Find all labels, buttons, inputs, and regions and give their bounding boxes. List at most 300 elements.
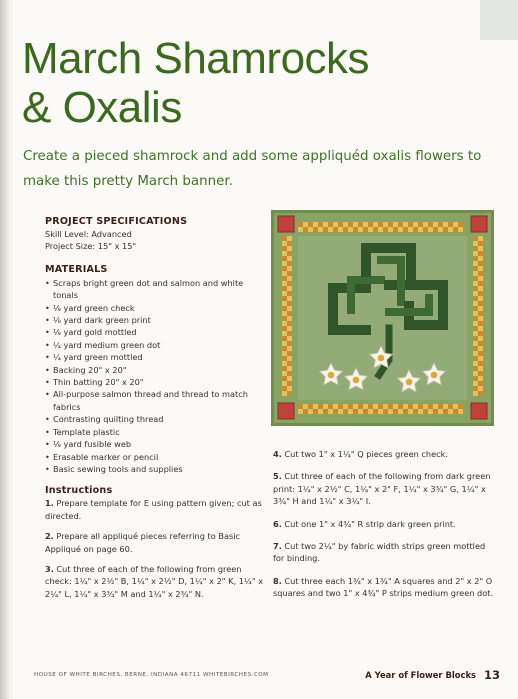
check-square <box>287 276 292 281</box>
check-square <box>478 291 483 296</box>
check-square <box>287 346 292 351</box>
instructions-heading: Instructions <box>45 485 113 497</box>
check-square <box>282 311 287 316</box>
check-square <box>418 409 423 414</box>
check-square <box>338 227 343 232</box>
check-square <box>282 326 287 331</box>
check-square <box>282 366 287 371</box>
check-square <box>478 366 483 371</box>
check-square <box>333 404 338 409</box>
check-square <box>282 316 287 321</box>
check-square <box>328 404 333 409</box>
check-square <box>423 227 428 232</box>
check-square <box>398 404 403 409</box>
check-square <box>473 371 478 376</box>
material-text: Thin batting 20" x 20" <box>53 377 144 388</box>
check-square <box>413 227 418 232</box>
check-square <box>408 409 413 414</box>
material-text: Template plastic <box>53 426 120 437</box>
check-square <box>287 281 292 286</box>
material-item <box>45 326 267 338</box>
check-square <box>353 409 358 414</box>
check-square <box>338 222 343 227</box>
check-square <box>433 409 438 414</box>
step-number: 2. <box>45 531 54 542</box>
check-square <box>448 404 453 409</box>
check-square <box>478 246 483 251</box>
flower-center <box>328 372 335 379</box>
check-square <box>478 241 483 246</box>
check-square <box>473 351 478 356</box>
flower-center <box>353 377 360 384</box>
bullet-icon: • <box>45 463 50 474</box>
check-square <box>473 311 478 316</box>
check-square <box>473 266 478 271</box>
step-number: 7. <box>273 541 282 552</box>
check-square <box>353 227 358 232</box>
check-square <box>478 356 483 361</box>
check-square <box>282 286 287 291</box>
check-square <box>343 404 348 409</box>
check-square <box>458 404 463 409</box>
check-square <box>282 271 287 276</box>
check-square <box>282 306 287 311</box>
check-square <box>473 261 478 266</box>
flower-center <box>378 355 385 362</box>
check-square <box>298 409 303 414</box>
check-square <box>282 331 287 336</box>
check-square <box>338 404 343 409</box>
check-square <box>287 256 292 261</box>
check-square <box>282 276 287 281</box>
check-square <box>287 326 292 331</box>
check-square <box>333 409 338 414</box>
check-square <box>308 227 313 232</box>
check-square <box>287 271 292 276</box>
check-square <box>287 361 292 366</box>
check-square <box>478 346 483 351</box>
step-number: 1. <box>45 498 54 509</box>
instruction-step <box>273 540 499 565</box>
check-square <box>473 286 478 291</box>
check-square <box>388 227 393 232</box>
check-square <box>443 222 448 227</box>
check-square <box>343 227 348 232</box>
check-square <box>373 409 378 414</box>
check-square <box>478 361 483 366</box>
check-square <box>303 227 308 232</box>
check-square <box>388 409 393 414</box>
check-square <box>478 261 483 266</box>
check-square <box>287 321 292 326</box>
material-item <box>45 438 267 450</box>
check-square <box>348 404 353 409</box>
check-square <box>473 296 478 301</box>
check-square <box>363 227 368 232</box>
check-square <box>287 381 292 386</box>
check-square <box>423 222 428 227</box>
check-square <box>473 246 478 251</box>
check-square <box>403 404 408 409</box>
check-square <box>478 381 483 386</box>
check-square <box>353 222 358 227</box>
check-square <box>282 266 287 271</box>
check-square <box>398 222 403 227</box>
check-square <box>358 404 363 409</box>
check-square <box>287 366 292 371</box>
check-square <box>393 404 398 409</box>
check-square <box>428 409 433 414</box>
check-square <box>438 404 443 409</box>
bullet-icon: • <box>45 414 50 425</box>
check-square <box>287 376 292 381</box>
check-square <box>368 227 373 232</box>
check-square <box>282 356 287 361</box>
check-square <box>478 371 483 376</box>
instruction-step <box>45 530 267 555</box>
material-item <box>45 426 267 438</box>
check-square <box>378 404 383 409</box>
page-number: 13 <box>483 668 500 682</box>
material-text: ⅛ yard fusible web <box>53 439 132 450</box>
check-square <box>478 316 483 321</box>
material-item <box>45 388 267 413</box>
bullet-icon: • <box>45 364 50 375</box>
check-square <box>282 291 287 296</box>
page-footer <box>34 669 504 683</box>
check-square <box>418 227 423 232</box>
check-square <box>282 236 287 241</box>
check-square <box>478 286 483 291</box>
check-square <box>282 301 287 306</box>
check-square <box>438 222 443 227</box>
check-square <box>473 386 478 391</box>
check-square <box>358 409 363 414</box>
check-square <box>328 222 333 227</box>
check-square <box>282 241 287 246</box>
check-square <box>403 409 408 414</box>
step-number: 4. <box>273 449 282 459</box>
check-square <box>418 222 423 227</box>
check-square <box>328 409 333 414</box>
check-square <box>443 409 448 414</box>
check-square <box>403 222 408 227</box>
step-text: Cut two 1" x 1¼" Q pieces green check. <box>284 449 448 459</box>
bullet-icon: • <box>45 302 50 313</box>
publisher-line: HOUSE OF WHITE BIRCHES, BERNE, INDIANA 46711 WHITEBIRCHES.COM <box>34 672 269 678</box>
material-item <box>45 277 267 302</box>
check-square <box>473 236 478 241</box>
check-square <box>473 376 478 381</box>
bullet-icon: • <box>45 352 50 363</box>
check-square <box>318 409 323 414</box>
check-square <box>308 409 313 414</box>
check-square <box>318 222 323 227</box>
check-square <box>368 222 373 227</box>
check-square <box>478 336 483 341</box>
check-square <box>443 227 448 232</box>
bullet-icon: • <box>45 339 50 350</box>
check-square <box>328 227 333 232</box>
check-square <box>473 241 478 246</box>
check-square <box>478 351 483 356</box>
corner-square-top-left <box>278 216 294 232</box>
check-square <box>393 222 398 227</box>
check-square <box>282 381 287 386</box>
instruction-step <box>273 518 499 530</box>
check-square <box>287 241 292 246</box>
check-square <box>368 409 373 414</box>
bullet-icon: • <box>45 389 50 400</box>
check-square <box>438 409 443 414</box>
check-square <box>282 391 287 396</box>
page-subtitle: Create a pieced shamrock and add some appliquéd oxalis flowers to make this pretty March banner. <box>23 149 482 189</box>
check-square <box>443 404 448 409</box>
check-square <box>473 256 478 261</box>
check-square <box>478 376 483 381</box>
material-text: Scraps bright green dot and salmon and white tonals <box>53 277 244 301</box>
check-square <box>282 256 287 261</box>
check-square <box>473 251 478 256</box>
check-square <box>313 409 318 414</box>
step-number: 5. <box>273 471 282 482</box>
check-square <box>473 336 478 341</box>
check-square <box>408 404 413 409</box>
check-square <box>393 227 398 232</box>
check-square <box>473 346 478 351</box>
instructions-right-steps <box>273 448 499 600</box>
check-square <box>287 336 292 341</box>
check-square <box>428 222 433 227</box>
check-square <box>282 361 287 366</box>
check-square <box>478 251 483 256</box>
check-square <box>388 222 393 227</box>
check-square <box>408 227 413 232</box>
check-square <box>282 296 287 301</box>
material-text: ¼ yard medium green dot <box>53 339 161 350</box>
spine-shadow <box>0 0 14 699</box>
step-number: 6. <box>273 518 282 529</box>
instruction-step <box>273 575 499 600</box>
check-square <box>418 404 423 409</box>
check-square <box>313 222 318 227</box>
bullet-icon: • <box>45 377 50 388</box>
check-square <box>287 251 292 256</box>
check-square <box>453 409 458 414</box>
material-text: Erasable marker or pencil <box>53 451 159 462</box>
check-square <box>473 291 478 296</box>
book-title: A Year of Flower Blocks <box>365 670 476 680</box>
check-square <box>282 281 287 286</box>
check-square <box>333 227 338 232</box>
step-text: Cut one 1" x 4¾" R strip dark green print. <box>284 518 456 529</box>
step-text: Cut two 2¼" by fabric width strips green mottled for binding. <box>273 541 486 564</box>
check-square <box>323 404 328 409</box>
check-square <box>378 222 383 227</box>
material-text: ⅛ yard green check <box>53 302 135 313</box>
check-square <box>358 222 363 227</box>
check-square <box>473 271 478 276</box>
check-square <box>383 404 388 409</box>
check-square <box>408 222 413 227</box>
check-square <box>323 227 328 232</box>
check-square <box>287 261 292 266</box>
check-square <box>378 227 383 232</box>
check-square <box>287 306 292 311</box>
check-square <box>298 227 303 232</box>
materials-list <box>45 277 267 476</box>
check-square <box>478 256 483 261</box>
check-square <box>478 321 483 326</box>
check-square <box>473 281 478 286</box>
check-square <box>478 266 483 271</box>
check-square <box>478 296 483 301</box>
check-square <box>282 386 287 391</box>
check-square <box>473 316 478 321</box>
check-square <box>433 227 438 232</box>
check-square <box>403 227 408 232</box>
check-square <box>473 366 478 371</box>
check-square <box>478 306 483 311</box>
instruction-step <box>45 497 267 522</box>
material-item <box>45 376 267 388</box>
check-square <box>473 356 478 361</box>
check-square <box>287 236 292 241</box>
check-square <box>282 246 287 251</box>
instructions-left-steps <box>45 497 267 600</box>
check-square <box>428 227 433 232</box>
check-square <box>368 404 373 409</box>
bullet-icon: • <box>45 426 50 437</box>
check-square <box>287 351 292 356</box>
check-square <box>373 222 378 227</box>
check-square <box>303 409 308 414</box>
check-square <box>478 271 483 276</box>
check-square <box>282 351 287 356</box>
check-square <box>282 261 287 266</box>
shamrock-quilt-photo <box>271 210 494 426</box>
check-square <box>478 236 483 241</box>
bullet-icon: • <box>45 315 50 326</box>
check-square <box>478 386 483 391</box>
check-square <box>433 404 438 409</box>
material-text: Basic sewing tools and supplies <box>53 463 183 474</box>
check-square <box>473 321 478 326</box>
check-square <box>398 409 403 414</box>
check-square <box>318 227 323 232</box>
check-square <box>348 227 353 232</box>
check-square <box>298 404 303 409</box>
step-text: Prepare all appliqué pieces referring to Basic Appliqué on page 60. <box>45 531 241 554</box>
flower-center <box>431 372 438 379</box>
check-square <box>358 227 363 232</box>
material-text: Backing 20" x 20" <box>53 364 127 375</box>
corner-square-top-right <box>471 216 487 232</box>
check-square <box>413 404 418 409</box>
check-square <box>458 222 463 227</box>
corner-square-bottom-right <box>471 403 487 419</box>
check-square <box>308 222 313 227</box>
step-number: 8. <box>273 575 282 586</box>
check-square <box>383 222 388 227</box>
check-square <box>287 341 292 346</box>
check-square <box>478 341 483 346</box>
check-square <box>287 311 292 316</box>
check-square <box>343 409 348 414</box>
check-square <box>453 222 458 227</box>
check-square <box>287 356 292 361</box>
instruction-step <box>273 470 499 507</box>
check-square <box>413 222 418 227</box>
check-square <box>282 321 287 326</box>
check-square <box>353 404 358 409</box>
check-square <box>308 404 313 409</box>
check-square <box>473 361 478 366</box>
material-item <box>45 451 267 463</box>
check-square <box>348 409 353 414</box>
check-square <box>478 281 483 286</box>
check-square <box>448 409 453 414</box>
check-square <box>473 276 478 281</box>
title-line-2: & Oxalis <box>22 83 182 132</box>
materials-heading: MATERIALS <box>45 263 108 275</box>
material-text: ⅛ yard dark green print <box>53 315 151 326</box>
check-square <box>393 409 398 414</box>
check-square <box>287 266 292 271</box>
material-item <box>45 463 267 475</box>
material-item <box>45 339 267 351</box>
step-text: Cut three each 1¾" x 1¾" A squares and 2" x 2" O squares and two 1" x 4¾" P strips medium green dot. <box>273 575 494 599</box>
title-line-1: March Shamrocks <box>22 34 370 83</box>
check-square <box>287 291 292 296</box>
check-square <box>287 391 292 396</box>
page-title <box>22 34 492 132</box>
material-item <box>45 314 267 326</box>
check-square <box>323 409 328 414</box>
step-text: Cut three of each of the following from green check: 1¼" x 2½" B, 1¼" x 2½" D, 1¼" x 2" K, 1¼" x 2¼" L, 1¼" x 3¾" M and 1¼" x 2¾" N. <box>45 563 264 599</box>
check-square <box>473 306 478 311</box>
flower-center <box>406 379 413 386</box>
check-square <box>473 326 478 331</box>
material-text: ¼ yard green mottled <box>53 352 143 363</box>
check-square <box>378 409 383 414</box>
instruction-step <box>273 448 499 460</box>
check-square <box>348 222 353 227</box>
check-square <box>473 301 478 306</box>
check-square <box>287 371 292 376</box>
check-square <box>303 404 308 409</box>
check-square <box>287 316 292 321</box>
check-square <box>478 301 483 306</box>
check-square <box>303 222 308 227</box>
step-text: Prepare template for E using pattern given; cut as directed. <box>45 498 262 521</box>
check-square <box>318 404 323 409</box>
step-text: Cut three of each of the following from dark green print: 1¼" x 2½" C, 1¼" x 2" F, 1¼" x 3¾" G, 1¼" x 3¾" H and 1¼" x 3¼" I. <box>273 471 491 507</box>
check-square <box>363 222 368 227</box>
project-size: Project Size: 15" x 15" <box>45 241 137 252</box>
check-square <box>313 227 318 232</box>
check-square <box>478 326 483 331</box>
check-square <box>478 276 483 281</box>
check-square <box>287 386 292 391</box>
check-square <box>287 301 292 306</box>
check-square <box>287 286 292 291</box>
check-square <box>473 341 478 346</box>
step-number: 3. <box>45 563 54 574</box>
check-square <box>453 404 458 409</box>
check-square <box>433 222 438 227</box>
check-square <box>453 227 458 232</box>
